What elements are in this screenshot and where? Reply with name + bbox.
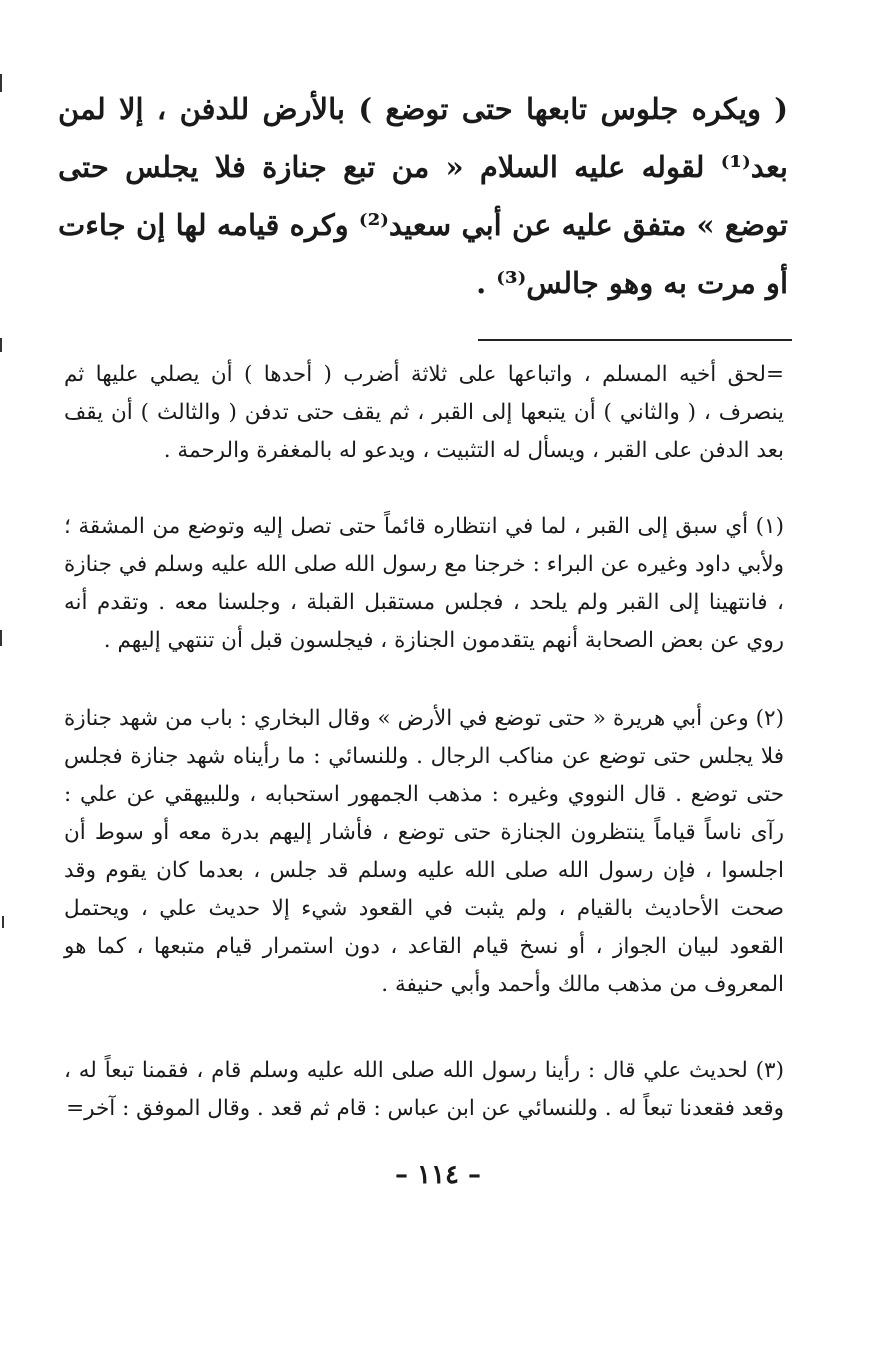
main-text	[58, 80, 788, 312]
footnote-continuation-text: =لحق أخيه المسلم ، واتباعها على ثلاثة أضرب ( أحدها ) أن يصلي عليها ثم ينصرف ، ( والثاني ) أن يتبعها إلى القبر ، ثم يقف حتى تدفن ( والثالث ) أن يقف بعد الدفن على القبر ، ويسأل له التثبيت ، ويدعو له بالمغفرة والرحمة .	[64, 362, 784, 463]
footnote-2	[64, 700, 784, 1004]
footnote-3-text: (٣) لحديث علي قال : رأينا رسول الله صلى الله عليه وسلم قام ، فقمنا تبعاً له ، وقعد فقعدنا تبعاً له . وللنسائي عن ابن عباس : قام ثم قعد . وقال الموفق : آخر=	[64, 1058, 784, 1121]
footnote-3	[64, 1052, 784, 1128]
footnote-2-text: (٢) وعن أبي هريرة « حتى توضع في الأرض » وقال البخاري : باب من شهد جنازة فلا يجلس حتى توضع عن مناكب الرجال . وللنسائي : ما رأيناه شهد جنازة فجلس حتى توضع . قال النووي وغيره : مذهب الجمهور استحبابه ، وللبيهقي عن علي : رآى ناساً قياماً ينتظرون الجنازة حتى توضع ، فأشار إليهم بدرة معه أو سوط أن اجلسوا ، فإن رسول الله صلى الله عليه وسلم قد جلس ، بعدما كان يقوم وقد صحت الأحاديث بالقيام ، ولم يثبت في القعود شيء إلا حديث علي ، ويحتمل القعود لبيان الجواز ، أو نسخ قيام القاعد ، دون استمرار قيام متبعها ، كما هو المعروف من مذهب مالك وأحمد وأبي حنيفة .	[64, 706, 784, 997]
scan-edge-mark	[0, 630, 2, 646]
scan-edge-mark	[0, 74, 2, 92]
footnote-1	[64, 508, 784, 660]
scan-edge-mark	[0, 338, 2, 352]
footnote-separator	[478, 339, 792, 341]
scan-edge-mark	[2, 916, 4, 928]
footnote-continuation	[64, 356, 784, 470]
main-paragraph: ( ويكره جلوس تابعها حتى توضع ) بالأرض للدفن ، إلا لمن بعد⁽¹⁾ لقوله عليه السلام « من تبع جنازة فلا يجلس حتى توضع » متفق عليه عن أبي سعيد⁽²⁾ وكره قيامه لها إن جاءت أو مرت به وهو جالس⁽³⁾ .	[58, 92, 788, 300]
page-number: – ١١٤ –	[394, 1160, 482, 1190]
footnote-1-text: (١) أي سبق إلى القبر ، لما في انتظاره قائماً حتى تصل إليه وتوضع من المشقة ؛ ولأبي داود وغيره عن البراء : خرجنا مع رسول الله صلى الله عليه وسلم في جنازة ، فانتهينا إلى القبر ولم يلحد ، فجلس مستقبل القبلة ، وجلسنا معه . وتقدم أنه روي عن بعض الصحابة أنهم يتقدمون الجنازة ، فيجلسون قبل أن تنتهي إليهم .	[64, 514, 784, 653]
